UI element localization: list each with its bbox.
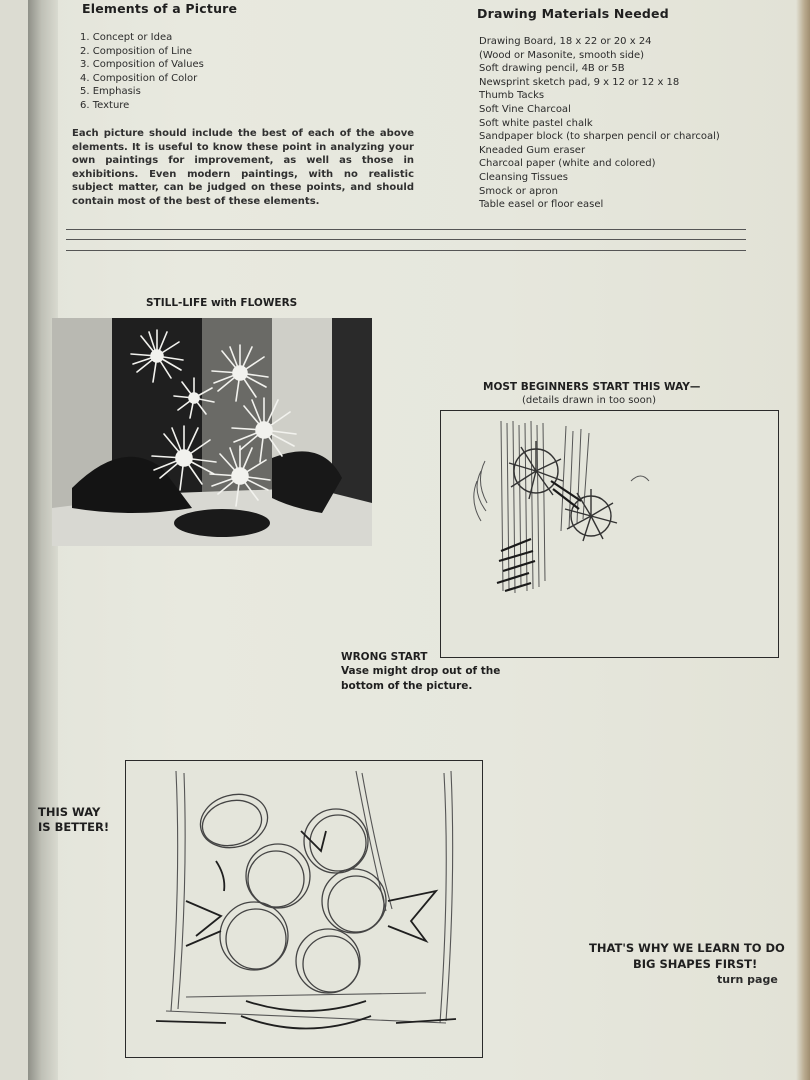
elements-item: 3. Composition of Values: [80, 59, 204, 71]
divider-line: [66, 229, 746, 230]
elements-paragraph: Each picture should include the best of each of the above elements. It is useful to know these point in analyzing your own paintings for improvement, as well as those in exhibitions. Even modern paintings, with no realistic subject matter, can be judged on these points, and should contain most of the best of these elements.: [72, 128, 414, 207]
elements-item: 1. Concept or Idea: [80, 32, 173, 43]
materials-item: Kneaded Gum eraser: [479, 144, 586, 156]
materials-item: Soft Vine Charcoal: [479, 103, 571, 115]
flower-photo-image: [52, 318, 372, 546]
wrong-start-note: bottom of the picture.: [341, 680, 473, 692]
wrong-start-label: WRONG START: [341, 651, 428, 663]
wrong-subcaption: (details drawn in too soon): [522, 395, 656, 406]
materials-item: Cleansing Tissues: [479, 171, 568, 183]
materials-item: Soft white pastel chalk: [479, 117, 593, 129]
materials-item: Thumb Tacks: [479, 90, 545, 102]
materials-item: (Wood or Masonite, smooth side): [479, 49, 645, 61]
elements-item: 5. Emphasis: [80, 86, 141, 98]
big-shapes-note: THAT'S WHY WE LEARN TO DO: [589, 941, 785, 955]
wrong-sketch-drawing: [441, 411, 778, 657]
photo-caption: STILL-LIFE with FLOWERS: [146, 297, 298, 309]
materials-title: Drawing Materials Needed: [477, 6, 669, 21]
still-life-photo: [52, 318, 372, 546]
materials-item: Drawing Board, 18 x 22 or 20 x 24: [479, 36, 652, 47]
better-label: IS BETTER!: [38, 820, 110, 834]
wrong-start-sketch: [440, 410, 779, 658]
materials-list: [479, 35, 720, 212]
divider-line: [66, 239, 746, 240]
materials-item: Newsprint sketch pad, 9 x 12 or 12 x 18: [479, 76, 680, 88]
materials-item: Charcoal paper (white and colored): [479, 158, 656, 170]
divider-line: [66, 250, 746, 251]
wrong-caption: MOST BEGINNERS START THIS WAY—: [483, 381, 701, 393]
elements-list: [80, 31, 204, 113]
big-shapes-drawing: [126, 761, 482, 1057]
materials-item: Smock or apron: [479, 185, 558, 197]
wrong-start-note: Vase might drop out of the: [341, 665, 501, 677]
elements-item: 4. Composition of Color: [80, 72, 198, 84]
page-edge: [796, 0, 810, 1080]
better-sketch: [125, 760, 483, 1058]
big-shapes-note: BIG SHAPES FIRST!: [633, 957, 758, 971]
materials-item: Sandpaper block (to sharpen pencil or charcoal): [479, 131, 720, 143]
elements-title: Elements of a Picture: [82, 1, 238, 16]
elements-item: 2. Composition of Line: [80, 45, 193, 57]
elements-item: 6. Texture: [80, 99, 130, 111]
better-label: THIS WAY: [38, 805, 101, 819]
turn-page-note: turn page: [717, 973, 778, 986]
materials-item: Soft drawing pencil, 4B or 5B: [479, 63, 625, 75]
materials-item: Table easel or floor easel: [479, 199, 604, 211]
